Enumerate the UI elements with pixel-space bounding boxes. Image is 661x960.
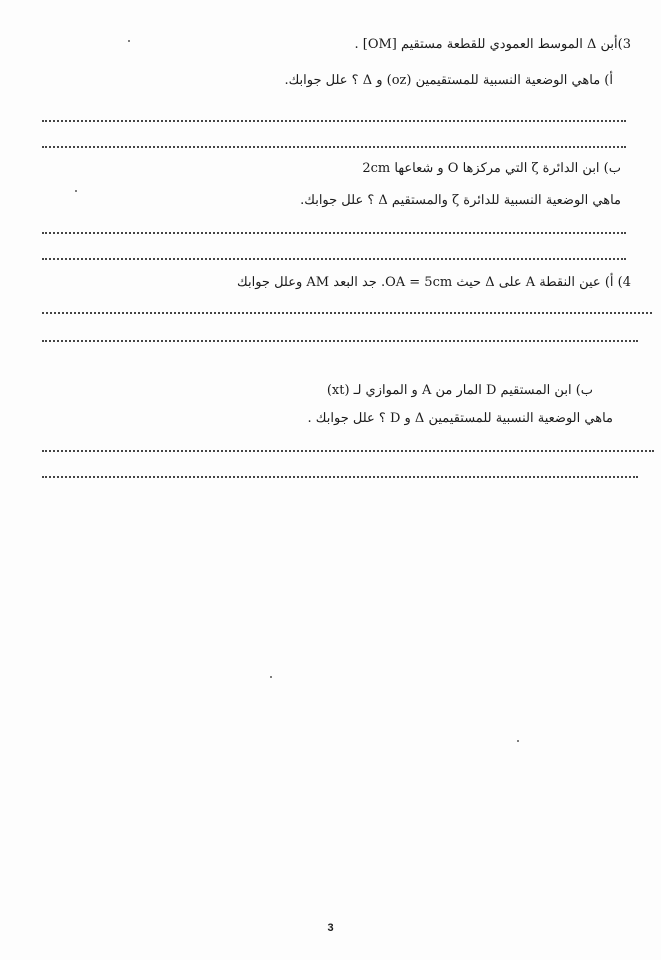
question-3-statement: 3)أبن Δ الموسط العمودي للقطعة مستقيم [OM] . xyxy=(354,37,631,52)
scan-speck xyxy=(517,740,519,742)
scan-speck xyxy=(128,40,130,42)
page-number: 3 xyxy=(327,922,334,934)
answer-line xyxy=(42,232,626,234)
question-3b-statement: ب) ابن الدائرة ζ التي مركزها O و شعاعها 2cm xyxy=(362,161,621,176)
question-3b-prompt: ماهي الوضعية النسبية للدائرة ζ والمستقيم Δ ؟ علل جوابك. xyxy=(300,193,621,208)
question-3a-prompt: أ) ماهي الوضعية النسبية للمستقيمين (oz) و Δ ؟ علل جوابك. xyxy=(284,73,613,88)
scan-speck xyxy=(270,676,272,678)
question-4b-prompt: ماهي الوضعية النسبية للمستقيمين Δ و D ؟ علل جوابك . xyxy=(307,411,613,426)
answer-line xyxy=(42,312,652,314)
answer-line xyxy=(42,146,626,148)
answer-line xyxy=(42,340,638,342)
question-4a-statement: 4) أ) عين النقطة A على Δ حيث OA = 5cm. جد البعد AM وعلل جوابك xyxy=(237,275,631,290)
answer-line xyxy=(42,476,638,478)
answer-line xyxy=(42,258,626,260)
answer-line xyxy=(42,120,626,122)
scan-speck xyxy=(75,190,77,192)
answer-line xyxy=(42,450,654,452)
question-4b-statement: ب) ابن المستقيم D المار من A و الموازي لـ (xt) xyxy=(326,383,593,398)
